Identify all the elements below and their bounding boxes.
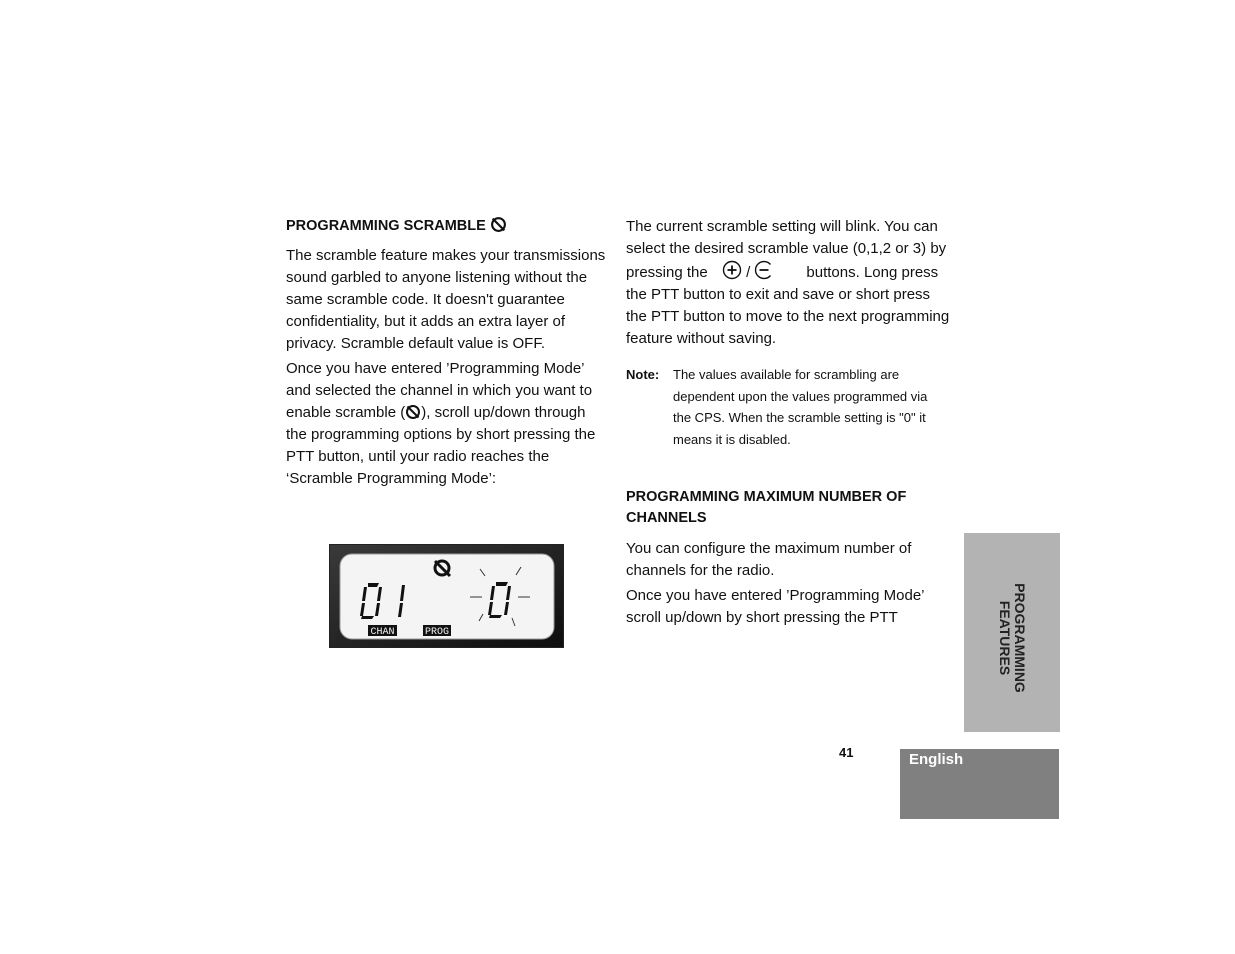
chapter-side-tab: PROGRAMMING FEATURES (964, 533, 1060, 732)
max-channels-section (626, 487, 950, 629)
section-heading-scramble: PROGRAMMING SCRAMBLE (286, 216, 608, 237)
svg-text:PROG: PROG (424, 627, 450, 638)
lcd-display-illustration (329, 544, 564, 648)
page-number: 41 (839, 745, 854, 760)
note-label: Note: (626, 367, 660, 382)
section-heading-max-channels: PROGRAMMING MAXIMUM NUMBER OF CHANNELS (626, 489, 907, 526)
lcd-chan-label (368, 625, 397, 638)
left-column (286, 216, 608, 490)
scramble-icon (490, 216, 507, 233)
language-label: English (909, 751, 964, 768)
minus-button-icon (754, 260, 774, 280)
lcd-prog-label (423, 625, 451, 638)
scramble-blink-paragraph: The current scramble setting will blink. You can select the desired scramble value (0,1,2 or 3) by pressing the / buttons. Long press the PTT button to exit and save or short press the PTT button to move to the next programming feature without saving. (626, 218, 950, 347)
right-column (626, 216, 950, 350)
scramble-icon (405, 404, 421, 420)
scramble-steps-paragraph: Once you have entered ’Programming Mode’ and selected the channel in which you want to enable scramble ( ), scroll up/down through the programming options by short pressing the PTT button, until your radio reaches the ‘Scramble Programming Mode’: (286, 360, 596, 487)
max-channels-paragraph-2: Once you have entered ’Programming Mode’ scroll up/down by short pressing the PTT (626, 587, 924, 626)
plus-button-icon (722, 260, 742, 280)
language-tab (900, 749, 1059, 819)
svg-text:CHAN: CHAN (370, 627, 395, 638)
note-text: The values available for scrambling are dependent upon the values programmed via the CPS. When the scramble setting is "0" it means it is disabled. (673, 367, 928, 448)
max-channels-paragraph-1: You can configure the maximum number of channels for the radio. (626, 540, 912, 579)
scramble-intro-paragraph: The scramble feature makes your transmissions sound garbled to anyone listening without the same scramble code. It doesn't guarantee confidentiality, but it adds an extra layer of privacy. Scramble default value is OFF. (286, 247, 606, 352)
note-block (626, 364, 948, 451)
